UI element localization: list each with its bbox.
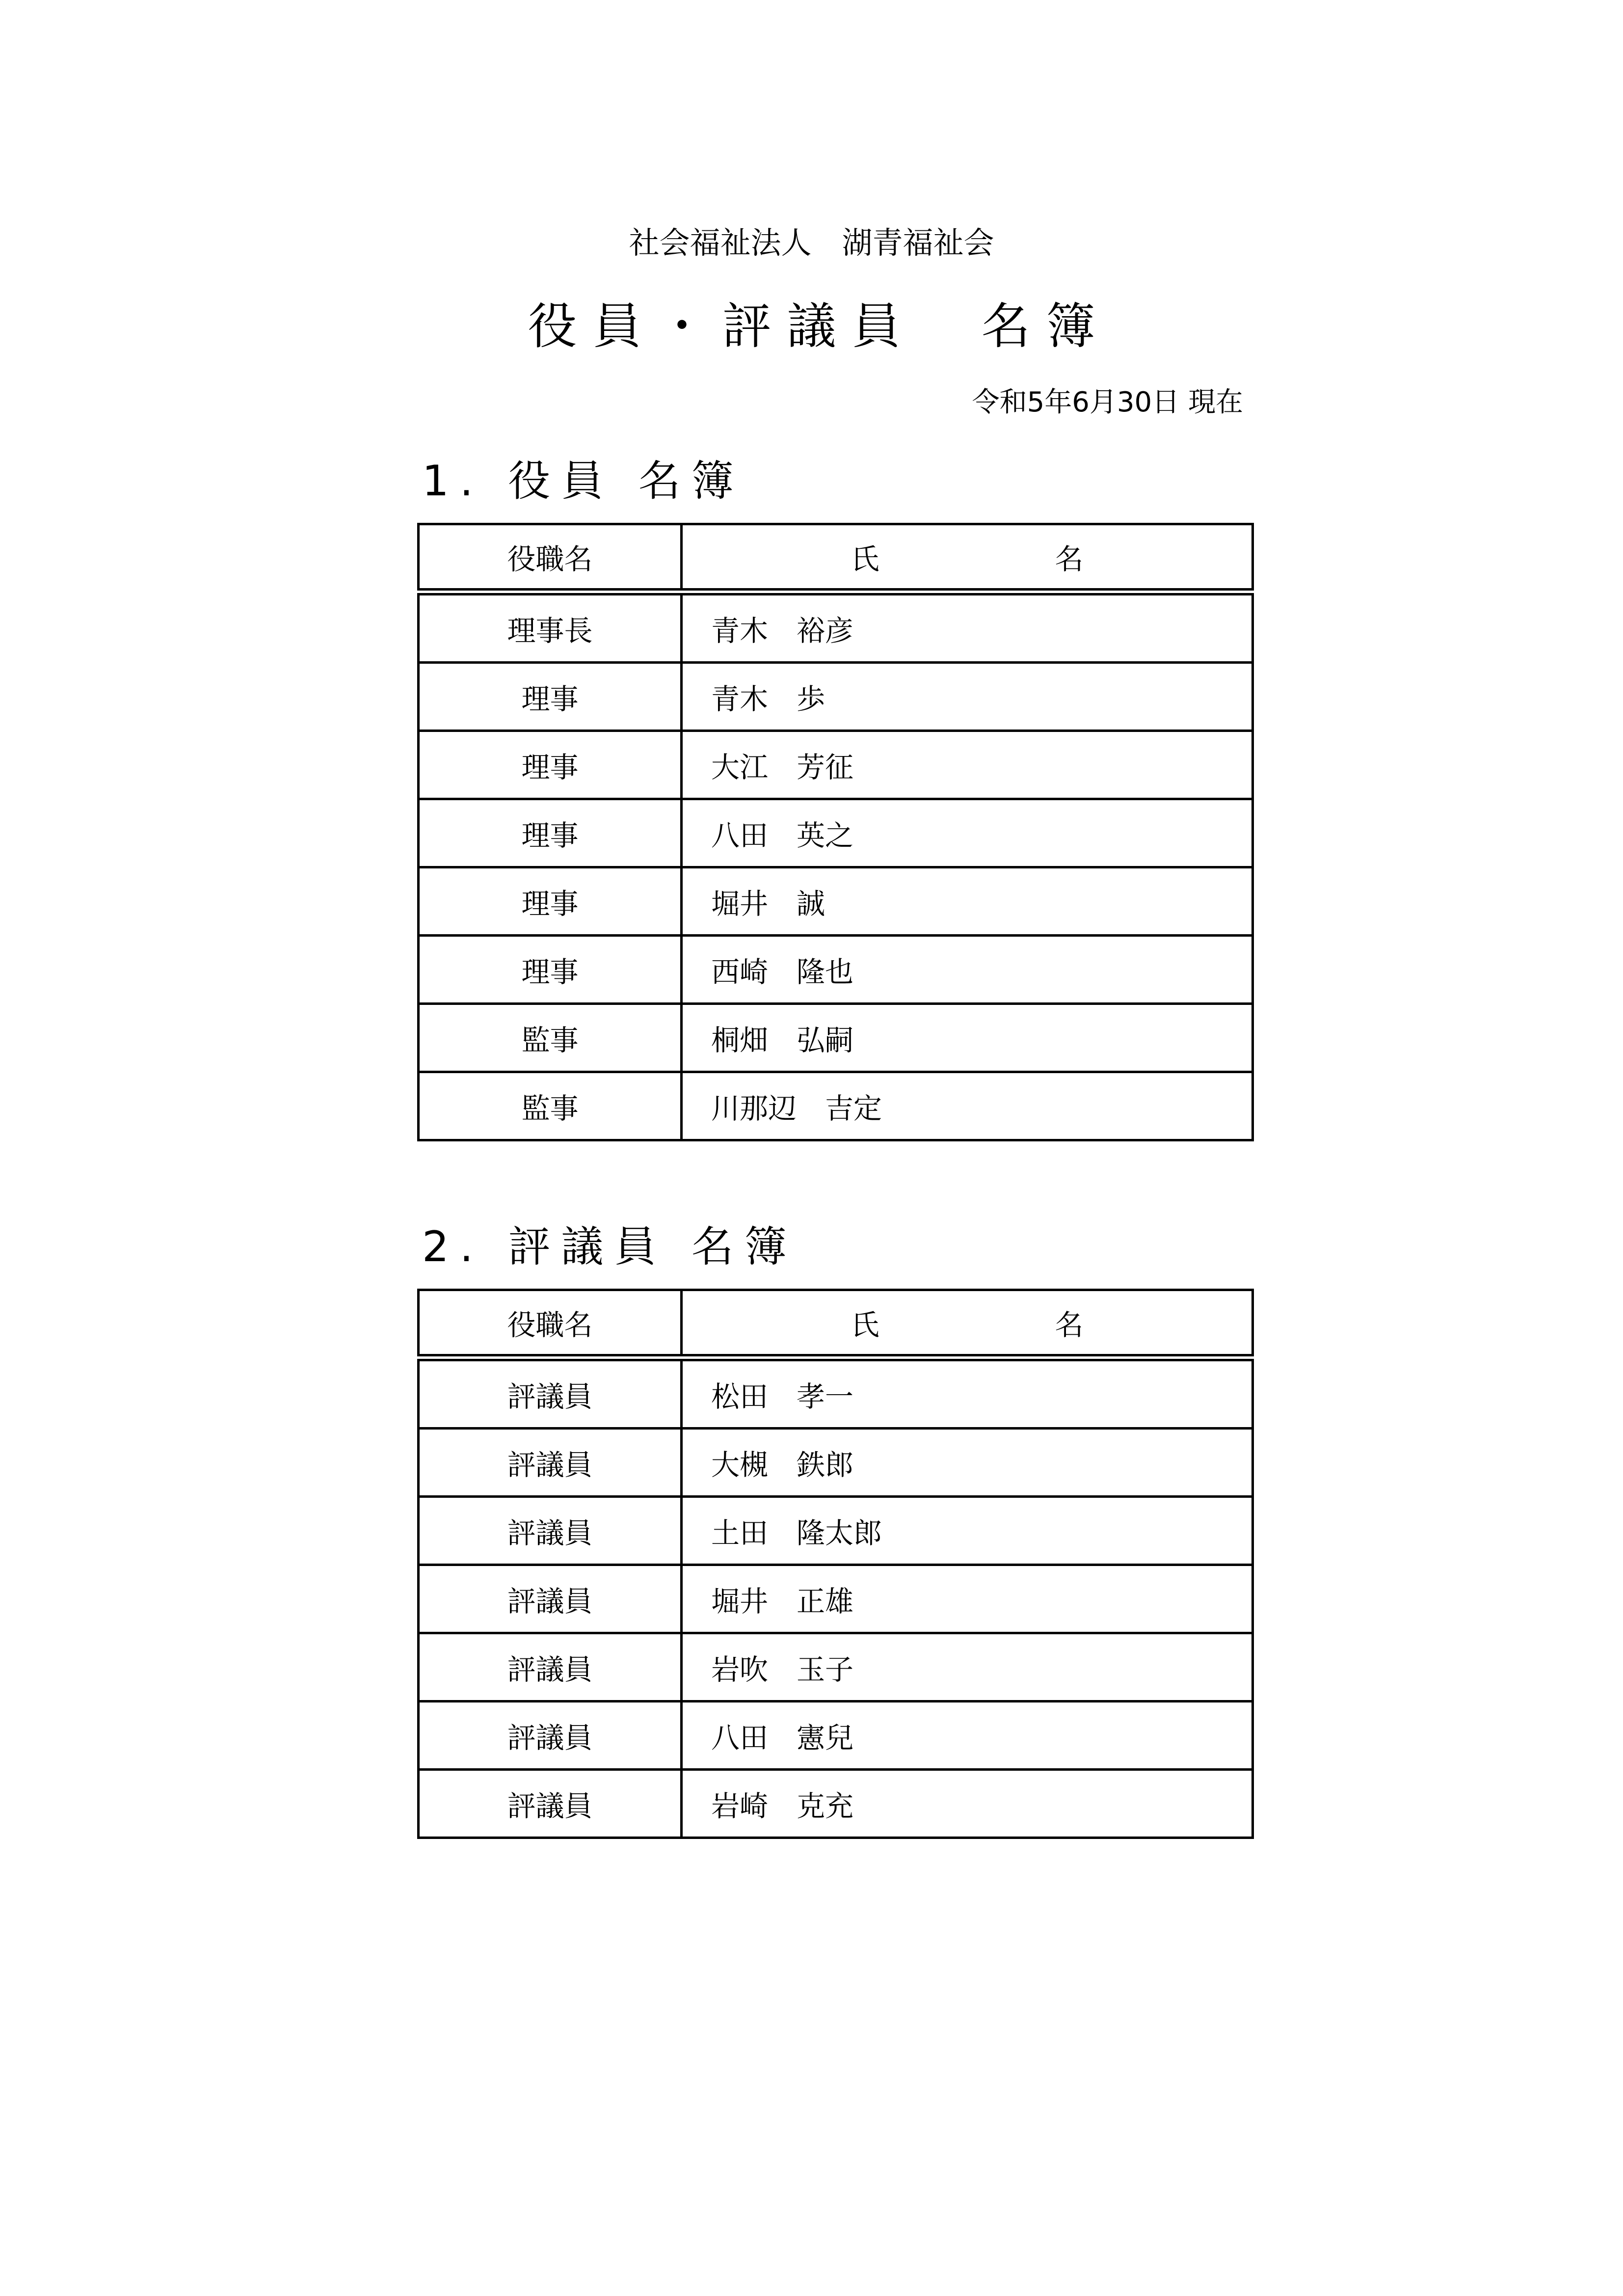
role-column-header: 役職名 xyxy=(419,524,682,592)
officers-table xyxy=(417,523,1254,1141)
name-cell: 青木 裕彦 xyxy=(682,592,1253,663)
role-cell: 評議員 xyxy=(419,1429,682,1497)
role-cell: 評議員 xyxy=(419,1770,682,1838)
table-row xyxy=(419,1429,1253,1497)
name-cell: 大江 芳征 xyxy=(682,731,1253,799)
officers-section-title: 1. 役員 名簿 xyxy=(422,457,745,506)
table-row xyxy=(419,731,1253,799)
name-cell: 八田 英之 xyxy=(682,799,1253,867)
name-cell: 土田 隆太郎 xyxy=(682,1497,1253,1565)
table-row xyxy=(419,1497,1253,1565)
role-cell: 理事 xyxy=(419,799,682,867)
councilors-section-title: 2. 評議員 名簿 xyxy=(422,1222,798,1271)
table-row xyxy=(419,936,1253,1004)
name-cell: 堀井 誠 xyxy=(682,867,1253,936)
organization-name: 社会福祉法人 湖青福祉会 xyxy=(629,225,994,261)
table-row xyxy=(419,1633,1253,1702)
name-cell: 松田 孝一 xyxy=(682,1358,1253,1429)
role-cell: 理事 xyxy=(419,867,682,936)
councilors-header-row xyxy=(419,1290,1253,1358)
role-cell: 理事 xyxy=(419,936,682,1004)
table-row xyxy=(419,1072,1253,1140)
role-cell: 監事 xyxy=(419,1004,682,1072)
name-cell: 岩吹 玉子 xyxy=(682,1633,1253,1702)
table-row xyxy=(419,1358,1253,1429)
role-cell: 監事 xyxy=(419,1072,682,1140)
as-of-date: 令和5年6月30日 現在 xyxy=(972,386,1243,418)
document-title: 役員・評議員 名簿 xyxy=(528,297,1111,355)
councilors-table xyxy=(417,1289,1254,1839)
name-column-header: 氏 名 xyxy=(682,524,1253,592)
table-row xyxy=(419,1702,1253,1770)
officers-header-row xyxy=(419,524,1253,592)
role-cell: 評議員 xyxy=(419,1633,682,1702)
name-column-header: 氏 名 xyxy=(682,1290,1253,1358)
role-cell: 評議員 xyxy=(419,1497,682,1565)
table-row xyxy=(419,592,1253,663)
role-cell: 理事 xyxy=(419,663,682,731)
name-cell: 西崎 隆也 xyxy=(682,936,1253,1004)
name-cell: 八田 憲兒 xyxy=(682,1702,1253,1770)
name-cell: 川那辺 吉定 xyxy=(682,1072,1253,1140)
table-row xyxy=(419,799,1253,867)
table-row xyxy=(419,663,1253,731)
table-row xyxy=(419,1770,1253,1838)
role-column-header: 役職名 xyxy=(419,1290,682,1358)
role-cell: 評議員 xyxy=(419,1565,682,1633)
role-cell: 評議員 xyxy=(419,1358,682,1429)
name-cell: 青木 歩 xyxy=(682,663,1253,731)
role-cell: 理事長 xyxy=(419,592,682,663)
role-cell: 評議員 xyxy=(419,1702,682,1770)
name-cell: 堀井 正雄 xyxy=(682,1565,1253,1633)
name-cell: 大槻 鉄郎 xyxy=(682,1429,1253,1497)
table-row xyxy=(419,867,1253,936)
name-cell: 岩崎 克充 xyxy=(682,1770,1253,1838)
role-cell: 理事 xyxy=(419,731,682,799)
table-row xyxy=(419,1004,1253,1072)
table-row xyxy=(419,1565,1253,1633)
name-cell: 桐畑 弘嗣 xyxy=(682,1004,1253,1072)
